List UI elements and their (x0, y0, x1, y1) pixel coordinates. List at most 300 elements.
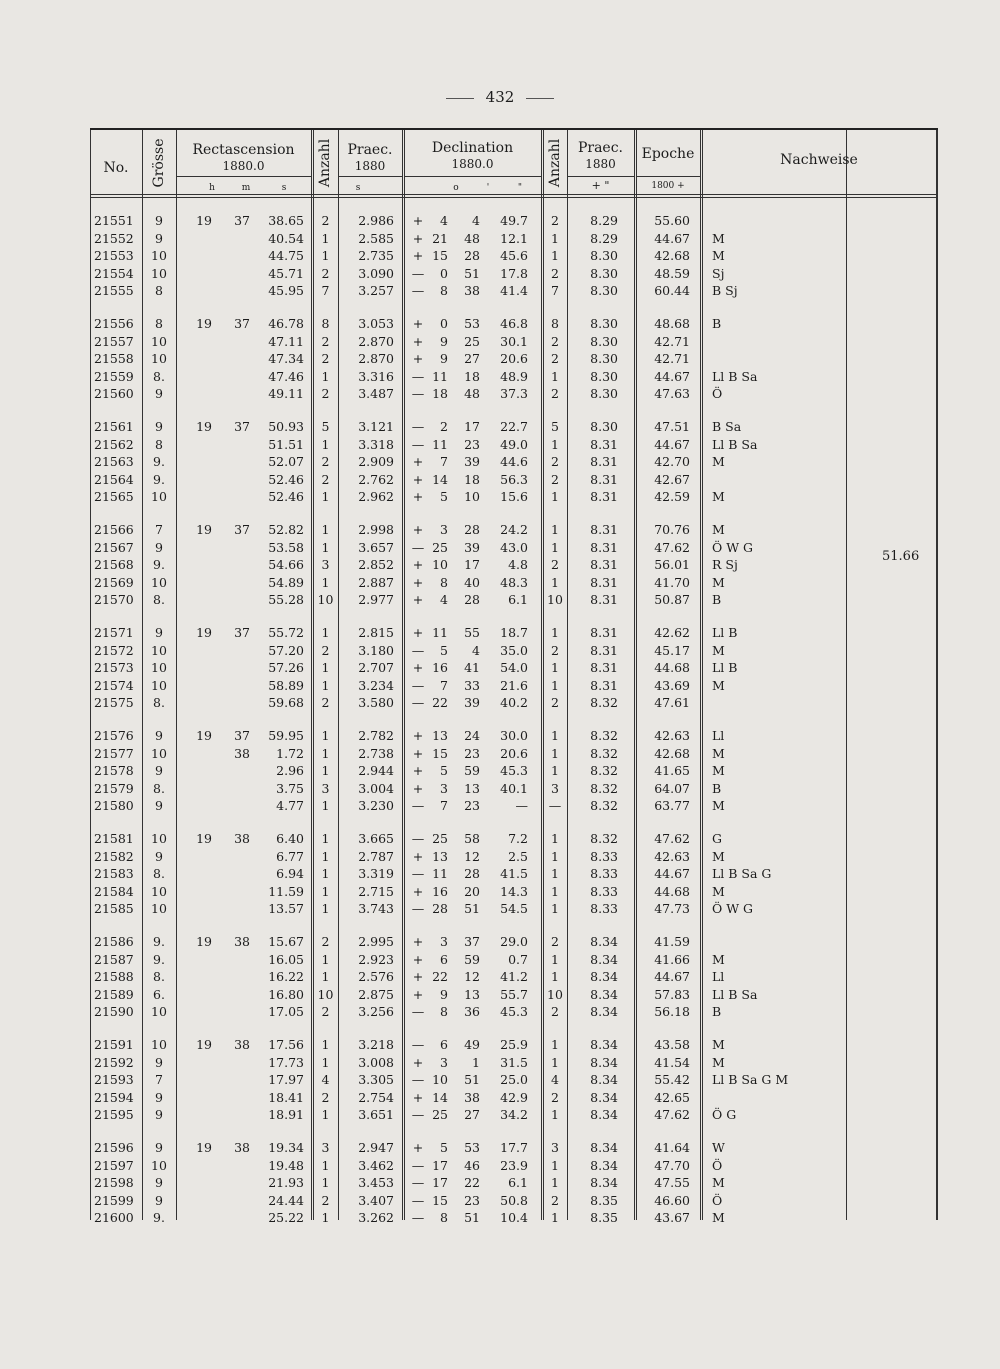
star-number-cell: 21574 (94, 677, 134, 693)
decl-degrees-cell: 11 (432, 368, 448, 384)
references-cell: M (712, 798, 725, 813)
table-row (90, 780, 938, 798)
star-number-cell: 21566 (94, 522, 134, 537)
decl-seconds-cell: 0.7 (508, 951, 528, 967)
references-cell: B (712, 1004, 722, 1019)
magnitude-cell: 8 (155, 316, 163, 331)
decl-seconds-cell: 40.2 (500, 695, 528, 710)
ra-count-cell: 2 (321, 351, 330, 366)
decl-count-cell: 2 (551, 557, 559, 572)
ra-count-cell: 1 (321, 1054, 330, 1070)
decl-sign-cell: + (412, 333, 424, 349)
ra-count-cell: 1 (321, 1175, 330, 1190)
decl-sign-cell: + (412, 489, 424, 504)
decl-precession-cell: 8.30 (590, 351, 618, 366)
decl-seconds-cell: 6.1 (508, 592, 528, 607)
decl-seconds-cell: 55.7 (500, 986, 528, 1002)
epoch-cell: 42.68 (654, 745, 690, 761)
epoch-cell: 48.59 (654, 265, 690, 281)
decl-degrees-cell: 10 (432, 1072, 448, 1087)
ra-precession-cell: 3.453 (358, 1175, 394, 1190)
magnitude-cell: 9 (155, 539, 163, 555)
ra-count-cell: 2 (321, 1192, 330, 1208)
ra-seconds-cell: 54.89 (268, 574, 304, 590)
decl-precession-cell: 8.31 (590, 454, 618, 469)
decl-sign-cell: + (412, 848, 424, 864)
epoch-cell: 41.59 (654, 934, 690, 949)
epoch-cell: 56.01 (654, 557, 690, 572)
ra-seconds-cell: 13.57 (268, 901, 304, 916)
decl-count-cell: 1 (551, 745, 559, 761)
epoch-cell: 42.71 (654, 333, 690, 349)
decl-precession-cell: 8.33 (590, 866, 618, 881)
decl-seconds-cell: — (515, 798, 528, 813)
decl-count-cell: 1 (551, 522, 559, 537)
ra-precession-cell: 2.923 (358, 951, 394, 967)
ra-precession-cell: 3.462 (358, 1157, 394, 1173)
decl-seconds-cell: 35.0 (500, 642, 528, 658)
decl-minutes-cell: 28 (464, 522, 480, 537)
decl-minutes-cell: 13 (464, 986, 480, 1002)
decl-minutes-cell: 27 (464, 1107, 480, 1122)
decl-sign-cell: + (412, 745, 424, 761)
ra-count-cell: 1 (321, 574, 330, 590)
magnitude-cell: 10 (151, 265, 167, 281)
decl-seconds-cell: 30.0 (500, 728, 528, 743)
references-cell: M (712, 574, 725, 590)
ra-seconds-cell: 16.05 (268, 951, 304, 967)
decl-degrees-cell: 14 (432, 471, 448, 487)
star-number-cell: 21554 (94, 265, 134, 281)
star-number-cell: 21571 (94, 625, 134, 640)
decl-precession-cell: 8.32 (590, 728, 618, 743)
decl-precession-cell: 8.31 (590, 522, 618, 537)
decl-precession-cell: 8.35 (590, 1210, 618, 1225)
ra-hours-cell: 19 (196, 934, 212, 949)
star-number-cell: 21589 (94, 986, 134, 1002)
ra-seconds-cell: 52.46 (268, 471, 304, 487)
decl-precession-cell: 8.31 (590, 489, 618, 504)
references-cell: B Sa (712, 419, 742, 434)
header-praec-1-year: 1880 (354, 159, 386, 173)
ra-precession-cell: 2.735 (358, 248, 394, 263)
decl-count-cell: 2 (551, 386, 559, 401)
magnitude-cell: 7 (155, 1072, 163, 1087)
decl-minutes-cell: 4 (472, 642, 480, 658)
references-cell: M (712, 677, 725, 693)
decl-degrees-cell: 3 (440, 522, 448, 537)
ra-seconds-cell: 55.72 (268, 625, 304, 640)
star-number-cell: 21565 (94, 489, 134, 504)
decl-sign-cell: + (412, 454, 424, 469)
decl-precession-cell: 8.32 (590, 831, 618, 846)
magnitude-cell: 10 (151, 642, 167, 658)
decl-precession-cell: 8.32 (590, 798, 618, 813)
ra-seconds-cell: 47.34 (268, 351, 304, 366)
ra-count-cell: 1 (321, 1210, 330, 1225)
ra-seconds-cell: 59.95 (268, 728, 304, 743)
table-row (90, 1106, 938, 1124)
references-cell: W (712, 1140, 725, 1155)
epoch-cell: 44.67 (654, 436, 690, 452)
table-row (90, 418, 938, 436)
star-number-cell: 21583 (94, 866, 134, 881)
decl-minutes-cell: 59 (464, 951, 480, 967)
decl-precession-cell: 8.30 (590, 368, 618, 384)
references-cell: Sj (712, 265, 725, 281)
decl-seconds-cell: 54.0 (500, 660, 528, 675)
ra-seconds-cell: 15.67 (268, 934, 304, 949)
references-cell: Ö G (712, 1107, 737, 1122)
decl-sign-cell: — (411, 1157, 425, 1173)
decl-sign-cell: — (411, 436, 425, 452)
magnitude-cell: 10 (151, 489, 167, 504)
magnitude-cell: 8. (153, 866, 165, 881)
decl-count-cell: 2 (551, 333, 559, 349)
decl-degrees-cell: 3 (440, 780, 448, 796)
magnitude-cell: 9. (153, 557, 165, 572)
epoch-cell: 47.62 (654, 1107, 690, 1122)
magnitude-cell: 9 (155, 848, 163, 864)
ra-count-cell: 1 (321, 728, 330, 743)
decl-sign-cell: + (412, 574, 424, 590)
decl-precession-cell: 8.34 (590, 986, 618, 1002)
star-number-cell: 21592 (94, 1054, 134, 1070)
decl-degrees-cell: 9 (440, 333, 448, 349)
decl-degrees-cell: 8 (440, 283, 448, 298)
star-number-cell: 21588 (94, 969, 134, 984)
star-catalogue-table (90, 128, 938, 1225)
decl-seconds-cell: 12.1 (500, 230, 528, 246)
decl-minutes-cell: 37 (464, 934, 480, 949)
ra-precession-cell: 3.256 (358, 1004, 394, 1019)
magnitude-cell: 10 (151, 351, 167, 366)
ra-hours-cell: 19 (196, 522, 212, 537)
epoch-cell: 41.70 (654, 574, 690, 590)
decl-sign-cell: + (412, 471, 424, 487)
decl-count-cell: 1 (551, 1175, 559, 1190)
decl-minutes-cell: 23 (464, 436, 480, 452)
ra-seconds-cell: 17.05 (268, 1004, 304, 1019)
references-cell: M (712, 883, 725, 899)
epoch-cell: 41.64 (654, 1140, 690, 1155)
decl-degrees-cell: 25 (432, 539, 448, 555)
decl-sign-cell: — (411, 695, 425, 710)
magnitude-cell: 10 (151, 901, 167, 916)
references-cell: M (712, 1054, 725, 1070)
decl-count-cell: 2 (551, 471, 559, 487)
table-row (90, 900, 938, 918)
ra-precession-cell: 2.870 (358, 351, 394, 366)
decl-count-cell: 1 (551, 763, 559, 778)
decl-degrees-cell: 7 (440, 454, 448, 469)
ra-precession-cell: 3.180 (358, 642, 394, 658)
decl-minutes-cell: 23 (464, 1192, 480, 1208)
decl-sign-cell: — (411, 1107, 425, 1122)
decl-count-cell: 2 (551, 642, 559, 658)
decl-seconds-cell: 49.7 (500, 213, 528, 228)
magnitude-cell: 8. (153, 368, 165, 384)
decl-precession-cell: 8.31 (590, 539, 618, 555)
magnitude-cell: 8 (155, 436, 163, 452)
ra-precession-cell: 3.121 (358, 419, 394, 434)
ra-seconds-cell: 19.48 (268, 1157, 304, 1173)
decl-sign-cell: + (412, 316, 424, 331)
magnitude-cell: 10 (151, 677, 167, 693)
decl-count-cell: 2 (551, 934, 559, 949)
epoch-cell: 47.61 (654, 695, 690, 710)
decl-seconds-cell: 25.9 (500, 1037, 528, 1052)
decl-degrees-cell: 13 (432, 848, 448, 864)
decl-count-cell: 1 (551, 848, 559, 864)
references-cell: Ö (712, 1192, 723, 1208)
ra-seconds-cell: 4.77 (276, 798, 304, 813)
decl-minutes-cell: 55 (464, 625, 480, 640)
star-number-cell: 21573 (94, 660, 134, 675)
decl-count-cell: 1 (551, 436, 559, 452)
decl-precession-cell: 8.34 (590, 1157, 618, 1173)
epoch-cell: 44.68 (654, 883, 690, 899)
decl-precession-cell: 8.34 (590, 1072, 618, 1087)
ra-seconds-cell: 53.58 (268, 539, 304, 555)
decl-degrees-cell: 15 (432, 745, 448, 761)
header-subrule (404, 176, 541, 177)
decl-precession-cell: 8.33 (590, 883, 618, 899)
star-number-cell: 21590 (94, 1004, 134, 1019)
table-row (90, 883, 938, 901)
decl-sign-cell: — (411, 1192, 425, 1208)
decl-degrees-cell: 0 (440, 265, 448, 281)
ra-seconds-cell: 16.80 (268, 986, 304, 1002)
star-number-cell: 21577 (94, 745, 134, 761)
magnitude-cell: 8. (153, 592, 165, 607)
magnitude-cell: 8. (153, 695, 165, 710)
magnitude-cell: 10 (151, 1037, 167, 1052)
magnitude-cell: 10 (151, 1157, 167, 1173)
ra-count-cell: 2 (321, 642, 330, 658)
header-decl-epoch: 1880.0 (451, 157, 494, 171)
magnitude-cell: 8. (153, 780, 165, 796)
ra-seconds-cell: 2.96 (276, 763, 304, 778)
table-row (90, 933, 938, 951)
decl-minutes-cell: 39 (464, 454, 480, 469)
decl-count-cell: 1 (551, 1037, 559, 1052)
ra-precession-cell: 2.787 (358, 848, 394, 864)
ra-seconds-cell: 18.41 (268, 1089, 304, 1105)
ra-count-cell: 2 (321, 265, 330, 281)
references-cell: G (712, 831, 722, 846)
star-number-cell: 21585 (94, 901, 134, 916)
header-ra-s: s (281, 183, 287, 193)
ra-precession-cell: 3.316 (358, 368, 394, 384)
decl-count-cell: 4 (551, 1072, 559, 1087)
table-row (90, 1071, 938, 1089)
magnitude-cell: 10 (151, 831, 167, 846)
decl-degrees-cell: 25 (432, 1107, 448, 1122)
decl-count-cell: 1 (551, 248, 559, 263)
header-ra-epoch: 1880.0 (222, 159, 265, 173)
decl-precession-cell: 8.31 (590, 592, 618, 607)
ra-seconds-cell: 57.20 (268, 642, 304, 658)
header-decl-sec: " (517, 183, 523, 193)
ra-precession-cell: 3.487 (358, 386, 394, 401)
star-number-cell: 21557 (94, 333, 134, 349)
table-row (90, 677, 938, 695)
ra-precession-cell: 2.986 (358, 213, 394, 228)
decl-degrees-cell: 22 (432, 695, 448, 710)
magnitude-cell: 9 (155, 1192, 163, 1208)
decl-count-cell: 2 (551, 351, 559, 366)
ra-seconds-cell: 52.82 (268, 522, 304, 537)
ra-seconds-cell: 46.78 (268, 316, 304, 331)
decl-sign-cell: — (411, 283, 425, 298)
star-number-cell: 21580 (94, 798, 134, 813)
decl-count-cell: 1 (551, 230, 559, 246)
decl-seconds-cell: 17.8 (500, 265, 528, 281)
decl-minutes-cell: 23 (464, 798, 480, 813)
decl-sign-cell: + (412, 351, 424, 366)
decl-sign-cell: + (412, 969, 424, 984)
decl-count-cell: 2 (551, 265, 559, 281)
star-number-cell: 21553 (94, 248, 134, 263)
star-number-cell: 21582 (94, 848, 134, 864)
ra-precession-cell: 3.053 (358, 316, 394, 331)
star-number-cell: 21561 (94, 419, 134, 434)
table-row (90, 521, 938, 539)
decl-count-cell: 1 (551, 625, 559, 640)
table-row (90, 212, 938, 230)
decl-seconds-cell: 18.7 (500, 625, 528, 640)
references-cell: B Sj (712, 283, 738, 298)
ra-precession-cell: 2.715 (358, 883, 394, 899)
decl-minutes-cell: 1 (472, 1054, 480, 1070)
epoch-cell: 55.60 (654, 213, 690, 228)
decl-precession-cell: 8.34 (590, 1004, 618, 1019)
decl-seconds-cell: 24.2 (500, 522, 528, 537)
ra-count-cell: 1 (321, 660, 330, 675)
table-row (90, 694, 938, 712)
magnitude-cell: 9 (155, 728, 163, 743)
decl-precession-cell: 8.32 (590, 745, 618, 761)
decl-minutes-cell: 28 (464, 866, 480, 881)
decl-minutes-cell: 18 (464, 471, 480, 487)
decl-degrees-cell: 5 (440, 763, 448, 778)
ra-minutes-cell: 37 (234, 213, 250, 228)
decl-sign-cell: + (412, 780, 424, 796)
table-row (90, 265, 938, 283)
decl-minutes-cell: 38 (464, 283, 480, 298)
epoch-cell: 47.62 (654, 539, 690, 555)
header-epoche-title: Epoche (641, 146, 695, 162)
header-subrule (567, 176, 634, 177)
decl-count-cell: 1 (551, 883, 559, 899)
ra-count-cell: 1 (321, 1107, 330, 1122)
ra-count-cell: 1 (321, 625, 330, 640)
decl-minutes-cell: 22 (464, 1175, 480, 1190)
decl-degrees-cell: 15 (432, 248, 448, 263)
ra-seconds-cell: 16.22 (268, 969, 304, 984)
table-row (90, 848, 938, 866)
decl-seconds-cell: 45.3 (500, 763, 528, 778)
decl-seconds-cell: 2.5 (508, 848, 528, 864)
table-row (90, 642, 938, 660)
decl-minutes-cell: 51 (464, 1072, 480, 1087)
decl-sign-cell: + (412, 986, 424, 1002)
ra-precession-cell: 2.995 (358, 934, 394, 949)
decl-sign-cell: + (412, 625, 424, 640)
star-number-cell: 21575 (94, 695, 134, 710)
epoch-cell: 60.44 (654, 283, 690, 298)
epoch-cell: 41.65 (654, 763, 690, 778)
references-cell: M (712, 848, 725, 864)
epoch-cell: 44.67 (654, 368, 690, 384)
magnitude-cell: 9 (155, 798, 163, 813)
decl-count-cell: 3 (551, 1140, 559, 1155)
decl-sign-cell: — (411, 368, 425, 384)
decl-degrees-cell: 14 (432, 1089, 448, 1105)
magnitude-cell: 9 (155, 1140, 163, 1155)
references-cell: R Sj (712, 557, 738, 572)
ra-count-cell: 1 (321, 539, 330, 555)
star-number-cell: 21581 (94, 831, 134, 846)
header-subrule (176, 176, 311, 177)
magnitude-cell: 9 (155, 1175, 163, 1190)
table-row (90, 1209, 938, 1227)
decl-minutes-cell: 48 (464, 230, 480, 246)
decl-precession-cell: 8.29 (590, 230, 618, 246)
ra-count-cell: 2 (321, 1004, 330, 1019)
decl-seconds-cell: 50.8 (500, 1192, 528, 1208)
star-number-cell: 21584 (94, 883, 134, 899)
decl-minutes-cell: 39 (464, 695, 480, 710)
decl-count-cell: 2 (551, 695, 559, 710)
ra-hours-cell: 19 (196, 831, 212, 846)
decl-precession-cell: 8.30 (590, 316, 618, 331)
decl-count-cell: 1 (551, 1210, 559, 1225)
decl-precession-cell: 8.33 (590, 901, 618, 916)
ra-precession-cell: 3.651 (358, 1107, 394, 1122)
star-number-cell: 21595 (94, 1107, 134, 1122)
magnitude-cell: 9 (155, 1089, 163, 1105)
ra-precession-cell: 2.852 (358, 557, 394, 572)
decl-count-cell: — (548, 798, 562, 813)
epoch-cell: 42.63 (654, 848, 690, 864)
decl-minutes-cell: 51 (464, 265, 480, 281)
magnitude-cell: 9 (155, 1107, 163, 1122)
decl-degrees-cell: 17 (432, 1175, 448, 1190)
epoch-cell: 48.68 (654, 316, 690, 331)
star-number-cell: 21569 (94, 574, 134, 590)
decl-seconds-cell: 22.7 (500, 419, 528, 434)
table-row (90, 1003, 938, 1021)
star-number-cell: 21599 (94, 1192, 134, 1208)
ra-count-cell: 1 (321, 1037, 330, 1052)
decl-degrees-cell: 8 (440, 574, 448, 590)
magnitude-cell: 9 (155, 625, 163, 640)
header-praec-2-unit: + " (591, 179, 610, 192)
decl-count-cell: 1 (551, 660, 559, 675)
ra-count-cell: 1 (321, 368, 330, 384)
decl-precession-cell: 8.34 (590, 1054, 618, 1070)
references-cell: Ö (712, 386, 723, 401)
star-number-cell: 21586 (94, 934, 134, 949)
table-row (90, 556, 938, 574)
ra-precession-cell: 2.998 (358, 522, 394, 537)
decl-seconds-cell: 20.6 (500, 745, 528, 761)
magnitude-cell: 10 (151, 333, 167, 349)
decl-sign-cell: — (411, 642, 425, 658)
ra-seconds-cell: 11.59 (268, 883, 304, 899)
